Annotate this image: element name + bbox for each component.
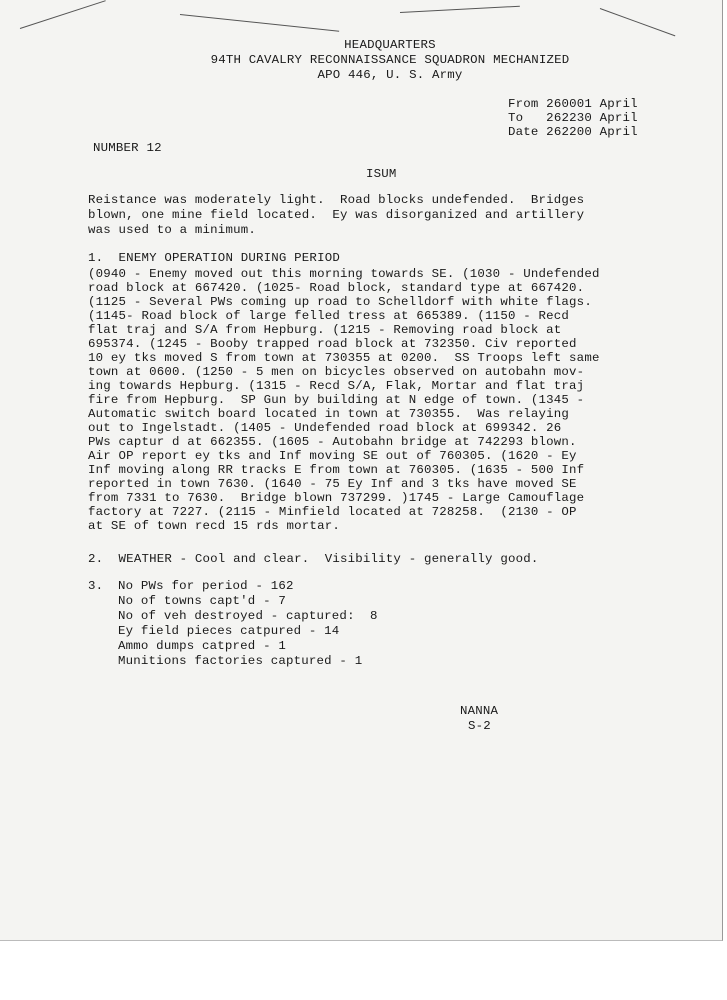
section-1-line: Automatic switch board located in town at 730355. Was relaying [88,407,570,421]
date-issued: Date 262200 April [508,125,638,139]
section-1-line: (0940 - Enemy moved out this morning towards SE. (1030 - Undefended [88,267,600,281]
section-1-line: road block at 667420. (1025- Road block, standard type at 667420. [88,281,585,295]
report-title: ISUM [366,167,397,181]
fold-mark [400,6,520,13]
section-1-line: reported in town 7630. (1640 - 75 Ey Inf and 3 tks have moved SE [88,477,577,491]
section-1-line: flat traj and S/A from Hepburg. (1215 - Removing road block at [88,323,562,337]
section-3-number: 3. [88,579,104,593]
stat-item: Munitions factories captured - 1 [118,654,363,668]
section-1-line: from 7331 to 7630. Bridge blown 737299. )1745 - Large Camouflage [88,491,585,505]
stat-item: Ey field pieces catpured - 14 [118,624,340,638]
date-from: From 260001 April [508,97,638,111]
summary-line: blown, one mine field located. Ey was disorganized and artillery [88,208,585,222]
report-number: NUMBER 12 [93,141,162,155]
fold-mark [600,8,676,36]
section-1-line: at SE of town recd 15 rds mortar. [88,519,340,533]
stat-item: No of towns capt'd - 7 [118,594,286,608]
header-line-3: APO 446, U. S. Army [317,68,463,82]
stat-item: No of veh destroyed - captured: 8 [118,609,378,623]
signature-name: NANNA [460,704,499,718]
section-1-line: Air OP report ey tks and Inf moving SE out of 760305. (1620 - Ey [88,449,577,463]
fold-mark [180,14,339,32]
section-1-line: out to Ingelstadt. (1405 - Undefended road block at 699342. 26 [88,421,562,435]
section-1-line: PWs captur d at 662355. (1605 - Autobahn bridge at 742293 blown. [88,435,577,449]
summary-line: Reistance was moderately light. Road blocks undefended. Bridges [88,193,585,207]
signature-title: S-2 [468,719,491,733]
section-1-line: factory at 7227. (2115 - Minfield located at 728258. (2130 - OP [88,505,577,519]
section-1-line: ing towards Hepburg. (1315 - Recd S/A, Flak, Mortar and flat traj [88,379,585,393]
date-to: To 262230 April [508,111,638,125]
section-1-line: Inf moving along RR tracks E from town at 760305. (1635 - 500 Inf [88,463,585,477]
stat-item: Ammo dumps catpred - 1 [118,639,286,653]
stat-item: No PWs for period - 162 [118,579,294,593]
section-1-heading: 1. ENEMY OPERATION DURING PERIOD [88,251,340,265]
section-2-weather: 2. WEATHER - Cool and clear. Visibility - generally good. [88,552,539,566]
section-1-line: (1145- Road block of large felled tress at 665389. (1150 - Recd [88,309,570,323]
section-1-line: (1125 - Several PWs coming up road to Schelldorf with white flags. [88,295,592,309]
header-line-1: HEADQUARTERS [344,38,436,52]
section-1-line: 695374. (1245 - Booby trapped road block at 732350. Civ reported [88,337,577,351]
summary-line: was used to a minimum. [88,223,256,237]
header-line-2: 94TH CAVALRY RECONNAISSANCE SQUADRON MECHANIZED [210,53,570,67]
fold-mark [20,0,106,29]
section-1-line: 10 ey tks moved S from town at 730355 at 0200. SS Troops left same [88,351,600,365]
section-1-line: fire from Hepburg. SP Gun by building at N edge of town. (1345 - [88,393,585,407]
section-1-line: town at 0600. (1250 - 5 men on bicycles observed on autobahn mov- [88,365,585,379]
